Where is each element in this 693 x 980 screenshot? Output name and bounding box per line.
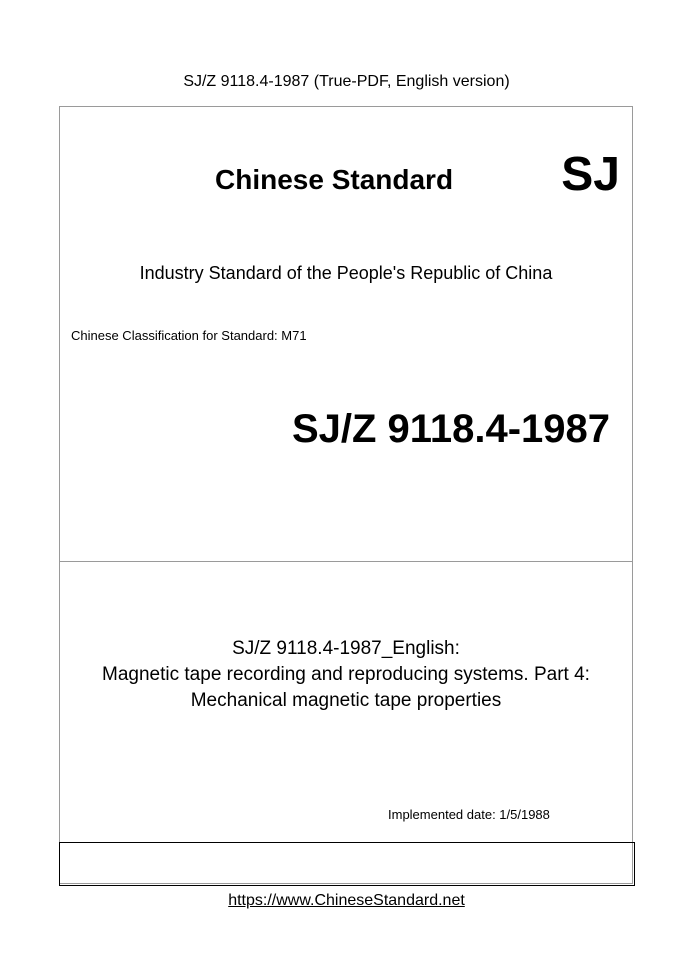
- page-header: SJ/Z 9118.4-1987 (True-PDF, English version): [183, 73, 510, 90]
- document-title-line: Mechanical magnetic tape properties: [190, 690, 502, 711]
- cover-top-section: [60, 107, 632, 562]
- implemented-date: Implemented date: 1/5/1988: [388, 807, 550, 822]
- footer-link[interactable]: https://www.ChineseStandard.net: [228, 892, 465, 909]
- document-title: [60, 636, 632, 714]
- standard-number: SJ/Z 9118.4-1987: [291, 407, 610, 451]
- bottom-box: [59, 842, 635, 886]
- classification: Chinese Classification for Standard: M71: [71, 328, 307, 343]
- cover-title: Chinese Standard: [215, 164, 454, 195]
- document-title-line: SJ/Z 9118.4-1987_English:: [232, 638, 460, 659]
- cover-frame: [59, 106, 633, 884]
- document-title-line: Magnetic tape recording and reproducing systems. Part 4:: [102, 664, 590, 685]
- code-letters: SJ: [561, 148, 620, 201]
- cover-mid-section: [60, 561, 632, 843]
- cover-subtitle: Industry Standard of the People's Republic of China: [139, 263, 553, 283]
